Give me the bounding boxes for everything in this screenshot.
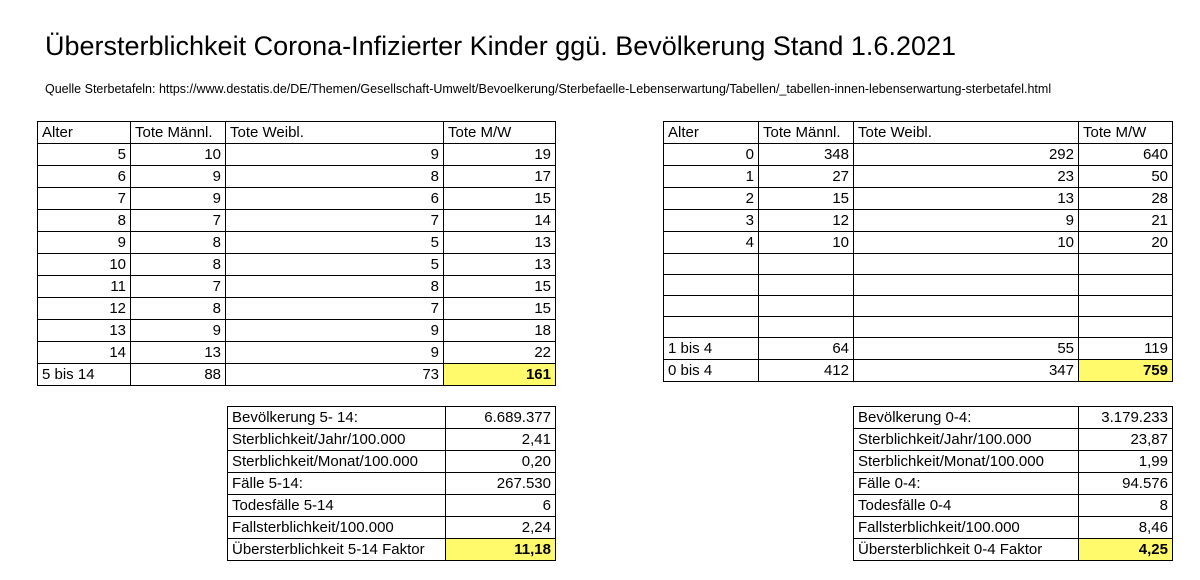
total-age: 5 bis 14 xyxy=(38,364,131,386)
cell-male: 9 xyxy=(131,166,226,188)
source-note: Quelle Sterbetafeln: https://www.destatis.de/DE/Themen/Gesellschaft-Umwelt/Bevoelkerung/Sterbefaelle-Lebenserwartung/Tabellen/_tabellen-innen-lebenserwartung-sterbetafel.html xyxy=(45,82,1052,96)
total-row xyxy=(38,364,556,386)
stat-value: 3.179.233 xyxy=(1079,407,1173,429)
cell-age: 0 xyxy=(664,144,759,166)
table-row xyxy=(38,232,556,254)
cell-male: 10 xyxy=(131,144,226,166)
cell-female: 9 xyxy=(226,342,444,364)
stats-row xyxy=(854,517,1173,539)
cell-age: 1 xyxy=(664,166,759,188)
cell-age: 6 xyxy=(38,166,131,188)
cell-total: 17 xyxy=(444,166,556,188)
cell-age: 12 xyxy=(38,298,131,320)
cell-total: 119 xyxy=(1079,338,1173,360)
column-header: Tote Weibl. xyxy=(854,122,1079,144)
table-row xyxy=(664,254,1173,275)
table-row xyxy=(664,296,1173,317)
table-row xyxy=(38,298,556,320)
cell-male: 9 xyxy=(131,320,226,342)
cell-age: 8 xyxy=(38,210,131,232)
stat-value: 8 xyxy=(1079,495,1173,517)
table-row xyxy=(664,188,1173,210)
cell-male: 12 xyxy=(759,210,854,232)
table-row xyxy=(38,342,556,364)
total-age: 0 bis 4 xyxy=(664,360,759,382)
cell-male: 7 xyxy=(131,276,226,298)
cell-male: 7 xyxy=(131,210,226,232)
stat-label: Sterblichkeit/Monat/100.000 xyxy=(228,451,446,473)
total-female: 73 xyxy=(226,364,444,386)
stat-value: 4,25 xyxy=(1079,539,1173,561)
table-row xyxy=(38,320,556,342)
cell-age: 11 xyxy=(38,276,131,298)
cell-female: 9 xyxy=(854,210,1079,232)
stat-label: Übersterblichkeit 5-14 Faktor xyxy=(228,539,446,561)
cell-age: 10 xyxy=(38,254,131,276)
page-title: Übersterblichkeit Corona-Infizierter Kinder ggü. Bevölkerung Stand 1.6.2021 xyxy=(45,31,957,61)
cell-female: 8 xyxy=(226,276,444,298)
cell-female: 5 xyxy=(226,232,444,254)
cell-total xyxy=(1079,317,1173,338)
cell-age xyxy=(664,275,759,296)
total-row xyxy=(664,360,1173,382)
cell-female: 23 xyxy=(854,166,1079,188)
total-female: 347 xyxy=(854,360,1079,382)
deaths-table-5-14 xyxy=(37,121,556,386)
cell-female xyxy=(854,254,1079,275)
cell-total xyxy=(1079,275,1173,296)
cell-male xyxy=(759,317,854,338)
cell-male: 8 xyxy=(131,254,226,276)
stat-value: 8,46 xyxy=(1079,517,1173,539)
cell-male xyxy=(759,296,854,317)
cell-female: 55 xyxy=(854,338,1079,360)
cell-age: 1 bis 4 xyxy=(664,338,759,360)
stat-value: 2,41 xyxy=(446,429,556,451)
cell-age: 9 xyxy=(38,232,131,254)
cell-total: 21 xyxy=(1079,210,1173,232)
table-row xyxy=(664,144,1173,166)
cell-female: 7 xyxy=(226,298,444,320)
stats-row xyxy=(854,539,1173,561)
stats-row xyxy=(854,495,1173,517)
cell-age: 7 xyxy=(38,188,131,210)
cell-age: 13 xyxy=(38,320,131,342)
stat-label: Todesfälle 5-14 xyxy=(228,495,446,517)
stats-row xyxy=(854,473,1173,495)
cell-total: 22 xyxy=(444,342,556,364)
total-total: 759 xyxy=(1079,360,1173,382)
stats-table-5-14 xyxy=(227,406,556,561)
cell-total: 15 xyxy=(444,298,556,320)
cell-total: 18 xyxy=(444,320,556,342)
cell-total: 28 xyxy=(1079,188,1173,210)
cell-female: 6 xyxy=(226,188,444,210)
table-row xyxy=(38,144,556,166)
stat-value: 94.576 xyxy=(1079,473,1173,495)
table-row xyxy=(664,232,1173,254)
stat-label: Sterblichkeit/Jahr/100.000 xyxy=(228,429,446,451)
table-row xyxy=(664,166,1173,188)
table-row xyxy=(664,317,1173,338)
stat-label: Todesfälle 0-4 xyxy=(854,495,1079,517)
cell-female xyxy=(854,296,1079,317)
column-header: Tote M/W xyxy=(444,122,556,144)
cell-age: 2 xyxy=(664,188,759,210)
column-header: Tote M/W xyxy=(1079,122,1173,144)
table-row xyxy=(664,275,1173,296)
stat-label: Übersterblichkeit 0-4 Faktor xyxy=(854,539,1079,561)
cell-total: 15 xyxy=(444,188,556,210)
stats-row xyxy=(854,451,1173,473)
cell-female xyxy=(854,317,1079,338)
cell-female xyxy=(854,275,1079,296)
cell-male: 8 xyxy=(131,232,226,254)
cell-female: 10 xyxy=(854,232,1079,254)
table-row xyxy=(38,254,556,276)
cell-age: 4 xyxy=(664,232,759,254)
stat-label: Fallsterblichkeit/100.000 xyxy=(854,517,1079,539)
stat-label: Fälle 0-4: xyxy=(854,473,1079,495)
stat-value: 267.530 xyxy=(446,473,556,495)
header-row xyxy=(38,122,556,144)
cell-total: 50 xyxy=(1079,166,1173,188)
cell-total: 19 xyxy=(444,144,556,166)
stat-label: Fälle 5-14: xyxy=(228,473,446,495)
table-row xyxy=(38,166,556,188)
stat-label: Fallsterblichkeit/100.000 xyxy=(228,517,446,539)
header-row xyxy=(664,122,1173,144)
cell-male: 8 xyxy=(131,298,226,320)
table-row xyxy=(38,210,556,232)
column-header: Tote Männl. xyxy=(131,122,226,144)
cell-male: 9 xyxy=(131,188,226,210)
cell-age xyxy=(664,317,759,338)
total-male: 88 xyxy=(131,364,226,386)
cell-age: 5 xyxy=(38,144,131,166)
stats-row xyxy=(228,429,556,451)
stats-row xyxy=(228,517,556,539)
cell-age xyxy=(664,296,759,317)
stats-row xyxy=(854,407,1173,429)
stat-value: 11,18 xyxy=(446,539,556,561)
stats-row xyxy=(228,495,556,517)
stat-label: Sterblichkeit/Monat/100.000 xyxy=(854,451,1079,473)
cell-male xyxy=(759,275,854,296)
cell-female: 9 xyxy=(226,144,444,166)
cell-total xyxy=(1079,254,1173,275)
cell-female: 292 xyxy=(854,144,1079,166)
stat-value: 2,24 xyxy=(446,517,556,539)
cell-age: 3 xyxy=(664,210,759,232)
column-header: Alter xyxy=(38,122,131,144)
stat-value: 6 xyxy=(446,495,556,517)
deaths-table-0-4 xyxy=(663,121,1173,382)
cell-age: 14 xyxy=(38,342,131,364)
cell-total: 15 xyxy=(444,276,556,298)
stats-row xyxy=(228,539,556,561)
cell-female: 8 xyxy=(226,166,444,188)
cell-male: 15 xyxy=(759,188,854,210)
cell-total xyxy=(1079,296,1173,317)
cell-female: 9 xyxy=(226,320,444,342)
column-header: Tote Männl. xyxy=(759,122,854,144)
cell-male xyxy=(759,254,854,275)
stats-row xyxy=(854,429,1173,451)
cell-male: 27 xyxy=(759,166,854,188)
table-row xyxy=(664,338,1173,360)
stats-row xyxy=(228,407,556,429)
stat-value: 23,87 xyxy=(1079,429,1173,451)
stat-value: 1,99 xyxy=(1079,451,1173,473)
stat-label: Bevölkerung 5- 14: xyxy=(228,407,446,429)
cell-female: 5 xyxy=(226,254,444,276)
cell-age xyxy=(664,254,759,275)
cell-male: 64 xyxy=(759,338,854,360)
total-total: 161 xyxy=(444,364,556,386)
cell-total: 13 xyxy=(444,254,556,276)
cell-male: 13 xyxy=(131,342,226,364)
stat-value: 0,20 xyxy=(446,451,556,473)
stats-row xyxy=(228,451,556,473)
table-row xyxy=(38,276,556,298)
cell-male: 348 xyxy=(759,144,854,166)
stats-table-0-4 xyxy=(853,406,1173,561)
stat-value: 6.689.377 xyxy=(446,407,556,429)
total-male: 412 xyxy=(759,360,854,382)
cell-female: 13 xyxy=(854,188,1079,210)
table-row xyxy=(38,188,556,210)
column-header: Alter xyxy=(664,122,759,144)
cell-female: 7 xyxy=(226,210,444,232)
cell-total: 20 xyxy=(1079,232,1173,254)
cell-total: 14 xyxy=(444,210,556,232)
stats-row xyxy=(228,473,556,495)
stat-label: Bevölkerung 0-4: xyxy=(854,407,1079,429)
cell-total: 13 xyxy=(444,232,556,254)
cell-male: 10 xyxy=(759,232,854,254)
column-header: Tote Weibl. xyxy=(226,122,444,144)
table-row xyxy=(664,210,1173,232)
cell-total: 640 xyxy=(1079,144,1173,166)
stat-label: Sterblichkeit/Jahr/100.000 xyxy=(854,429,1079,451)
